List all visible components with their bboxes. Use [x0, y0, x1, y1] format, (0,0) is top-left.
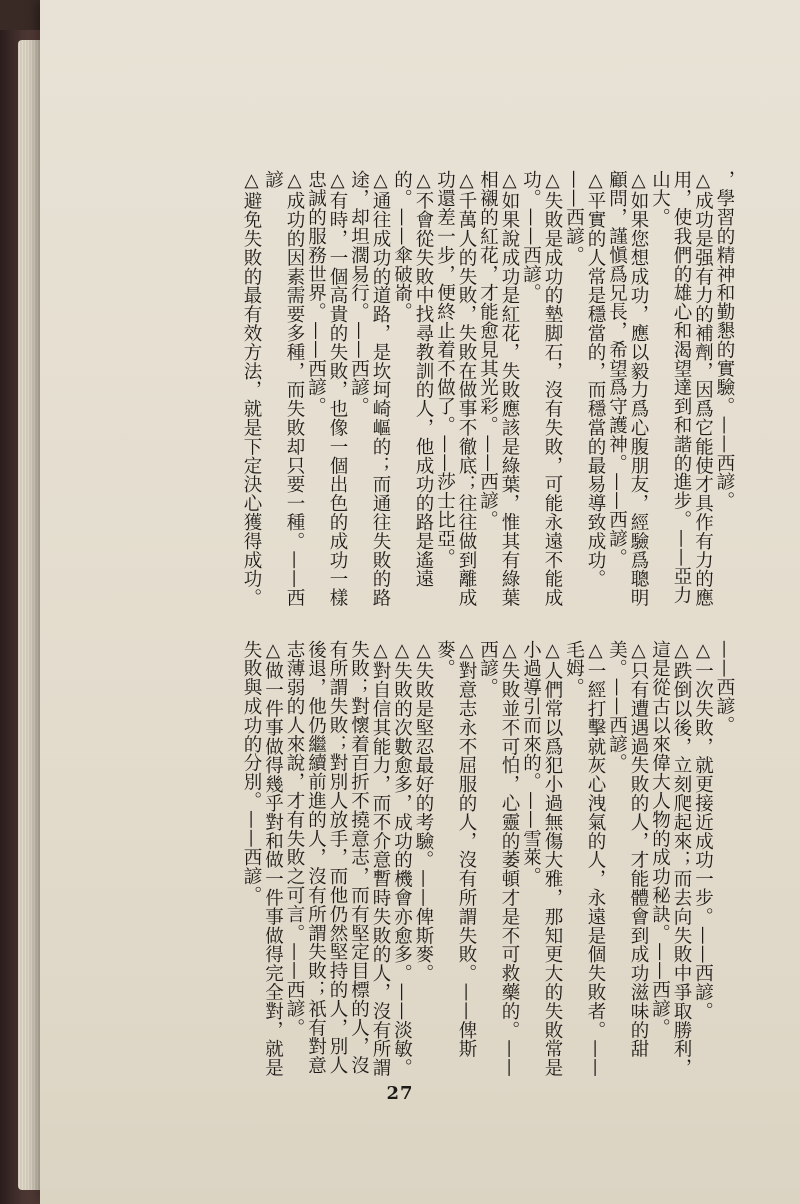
quote-entry: △失敗的次數愈多，成功的機會亦愈多。——淡敏。	[391, 640, 413, 1078]
page-number: 27	[386, 1083, 414, 1104]
quote-entry: △通往成功的道路，是坎坷崎嶇的；而通往失敗的路途，却坦濶易行。——西諺。	[348, 170, 391, 608]
quote-entry: △如果說成功是紅花，失敗應該是綠葉，惟其有綠葉相襯的紅花，才能愈見其光彩。——西諺。	[477, 170, 520, 608]
quote-entry: ，學習的精神和勤懇的實驗。——西諺。	[714, 170, 735, 511]
quote-entry: ——西諺。	[714, 640, 735, 735]
quote-entry: △平實的人常是穩當的，而穩當的最易導致成功。——西諺。	[563, 170, 606, 589]
quote-entry: △對自信其能力，而不介意暫時失敗的人，沒有所謂失敗；對懷着百折不撓意志，而有堅定目標的人，沒有所謂失敗；對別人放手，而他仍然堅持的人，別人後退，他仍繼續前進的人，沒有所謂失敗；祇有對意志薄弱的人來說，才有失敗之可言。——西諺。	[284, 640, 391, 1078]
quote-entry: △有時，一個高貴的失敗，也像一個出色的成功一樣忠誠的服務世界。——西諺。	[305, 170, 348, 608]
quote-entry: △一次失敗，就更接近成功一步。——西諺。	[692, 640, 714, 1021]
quote-entry: △失敗並不可怕，心靈的萎頓才是不可救藥的。——西諺。	[477, 640, 520, 1078]
quote-entry: △做一件事做得幾乎對和做一件事做得完全對，就是失敗與成功的分別。——西諺。	[241, 640, 284, 1078]
top-text-block	[115, 170, 735, 610]
quote-entry: △失敗是堅忍最好的考驗。——俾斯麥。	[413, 640, 434, 983]
quote-entry: △一經打擊就灰心洩氣的人，永遠是個失敗者。——毛姆。	[563, 640, 606, 1078]
quote-entry: △成功的因素需要多種，而失敗却只要一種。——西諺	[262, 170, 305, 608]
book-page	[40, 0, 800, 1204]
quote-entry: △千萬人的失敗，失敗在做事不徹底；往往做到離成功還差一步，便終止着不做了。——莎士比亞。	[434, 170, 477, 608]
quote-entry: △失敗是成功的墊脚石，沒有失敗，可能永遠不能成功。——西諺。	[520, 170, 563, 608]
quote-entry: △如果您想成功，應以毅力爲心腹朋友，經驗爲聰明顧問，謹愼爲兄長，希望爲守護神。——西諺。	[606, 170, 649, 608]
bottom-text-block	[135, 640, 735, 1080]
quote-entry: △成功是强有力的補劑，因爲它能使才具作有力的應用，使我們的雄心和渴望達到和諧的進步。——亞力山大。	[649, 170, 714, 608]
quote-entry: △跌倒以後，立刻爬起來；而去向失敗中爭取勝利，這是從古以來偉大人物的成功秘訣。——西諺。	[649, 640, 692, 1078]
quote-entry: △避免失敗的最有效方法，就是下定決心獲得成功。	[241, 170, 262, 608]
quote-entry: △對意志永不屈服的人，沒有所謂失敗。——俾斯麥。	[434, 640, 477, 1059]
quote-entry: △人們常以爲犯小過無傷大雅，那知更大的失敗常是小過導引而來的。——雪萊。	[520, 640, 563, 1078]
quote-entry: △只有遭遇過失敗的人，才能體會到成功滋味的甜美。——西諺。	[606, 640, 649, 1059]
quote-entry: △不會從失敗中找尋教訓的人，他成功的路是遙遠的。——傘破嵛。	[391, 170, 434, 589]
